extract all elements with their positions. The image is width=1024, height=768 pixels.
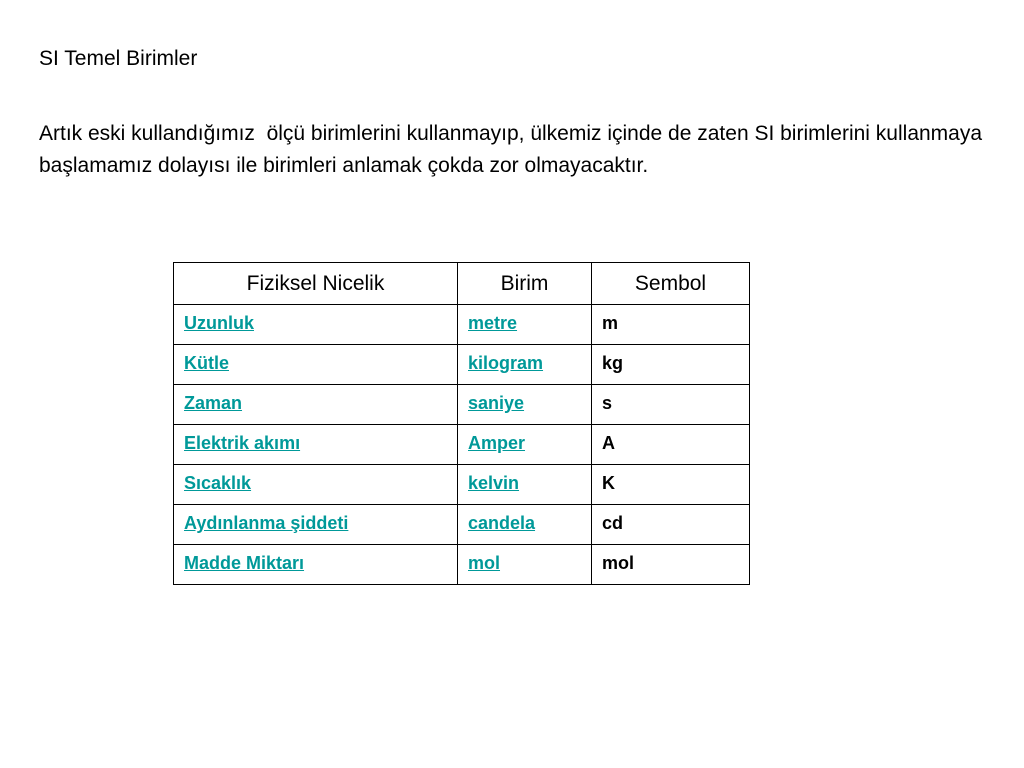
quantity-link[interactable]: Uzunluk: [184, 313, 254, 333]
table-row: [174, 345, 750, 385]
symbol-cell: mol: [592, 545, 750, 585]
unit-cell: [458, 465, 592, 505]
quantity-cell: [174, 545, 458, 585]
unit-link[interactable]: saniye: [468, 393, 525, 413]
unit-link[interactable]: kelvin: [468, 473, 520, 493]
quantity-link[interactable]: Aydınlanma şiddeti: [184, 513, 349, 533]
quantity-cell: [174, 385, 458, 425]
table-header-row: [174, 263, 750, 305]
quantity-cell: [174, 345, 458, 385]
quantity-cell: [174, 305, 458, 345]
unit-cell: [458, 385, 592, 425]
table-row: [174, 305, 750, 345]
unit-cell: [458, 425, 592, 465]
quantity-link[interactable]: Sıcaklık: [184, 473, 252, 493]
unit-link[interactable]: kilogram: [468, 353, 544, 373]
quantity-link[interactable]: Kütle: [184, 353, 229, 373]
symbol-cell: s: [592, 385, 750, 425]
table-row: [174, 425, 750, 465]
table-row: [174, 505, 750, 545]
intro-text-block: [39, 118, 999, 182]
unit-cell: [458, 505, 592, 545]
unit-cell: [458, 345, 592, 385]
symbol-cell: cd: [592, 505, 750, 545]
symbol-cell: A: [592, 425, 750, 465]
table-row: [174, 385, 750, 425]
quantity-link[interactable]: Elektrik akımı: [184, 433, 301, 453]
header-symbol: Sembol: [592, 263, 750, 305]
table-row: [174, 545, 750, 585]
header-unit: Birim: [458, 263, 592, 305]
page-title: SI Temel Birimler: [39, 47, 198, 70]
quantity-cell: [174, 425, 458, 465]
quantity-cell: [174, 465, 458, 505]
quantity-link[interactable]: Zaman: [184, 393, 243, 413]
intro-paragraph: Artık eski kullandığımız ölçü birimlerini kullanmayıp, ülkemiz içinde de zaten SI birimlerini kullanmaya başlamamız dolayısı ile birimleri anlamak çokda zor olmayacaktır.: [39, 122, 988, 177]
unit-link[interactable]: metre: [468, 313, 518, 333]
unit-cell: [458, 305, 592, 345]
quantity-cell: [174, 505, 458, 545]
si-units-table: [173, 262, 750, 585]
symbol-cell: K: [592, 465, 750, 505]
symbol-cell: m: [592, 305, 750, 345]
symbol-cell: kg: [592, 345, 750, 385]
quantity-link[interactable]: Madde Miktarı: [184, 553, 305, 573]
unit-link[interactable]: mol: [468, 553, 501, 573]
table-row: [174, 465, 750, 505]
unit-link[interactable]: candela: [468, 513, 536, 533]
unit-cell: [458, 545, 592, 585]
header-physical-quantity: Fiziksel Nicelik: [174, 263, 458, 305]
unit-link[interactable]: Amper: [468, 433, 526, 453]
